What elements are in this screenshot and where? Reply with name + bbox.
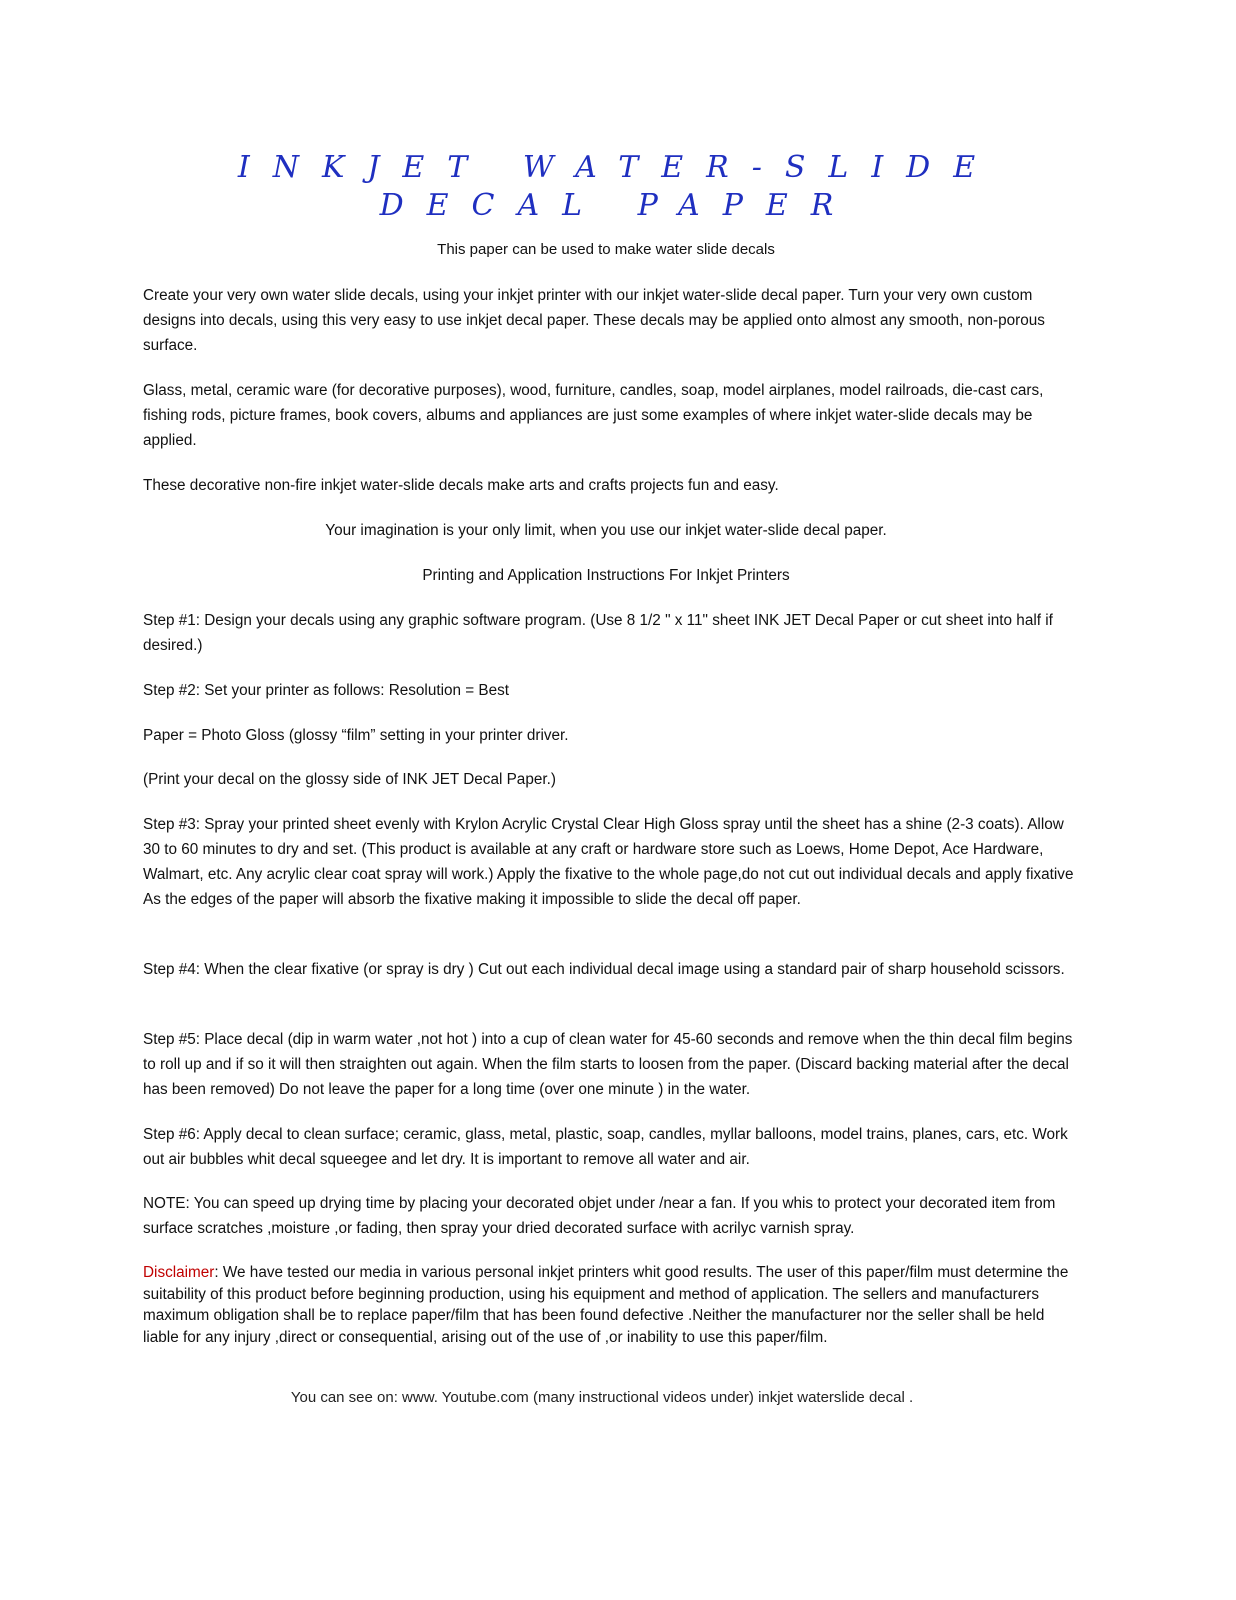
title-line-2: DECAL PAPER	[379, 188, 857, 223]
step-1: Step #1: Design your decals using any graphic software program. (Use 8 1/2 " x 11" sheet INK JET Decal Paper or cut sheet into half if desired.)	[143, 612, 1053, 654]
intro-paragraph: Create your very own water slide decals, using your inkjet printer with our inkjet water-slide decal paper. Turn your very own custom designs into decals, using this very easy to use inkjet decal paper. These decals may be applied onto almost any smooth, non-porous surface.	[143, 287, 1045, 354]
step-2: Step #2: Set your printer as follows: Resolution = Best	[143, 682, 510, 699]
instructions-heading: Printing and Application Instructions For Inkjet Printers	[422, 567, 790, 584]
tagline: Your imagination is your only limit, when you use our inkjet water-slide decal paper.	[325, 522, 887, 539]
subtitle: This paper can be used to make water slide decals	[437, 241, 775, 258]
footer-reference: You can see on: www. Youtube.com (many instructional videos under) inkjet waterslide decal .	[290, 1389, 914, 1406]
disclaimer-label: Disclaimer	[143, 1264, 215, 1281]
step-6: Step #6: Apply decal to clean surface; ceramic, glass, metal, plastic, soap, candles, myllar balloons, model trains, planes, cars, etc. Work out air bubbles whit decal squeegee and let dry. It is important to remove all water and air.	[143, 1126, 1068, 1168]
title-line-1: INKJET WATER-SLIDE	[237, 150, 999, 185]
step-5: Step #5: Place decal (dip in warm water ,not hot ) into a cup of clean water for 45-60 seconds and remove when the thin decal film begins to roll up and if so it will then straighten out again. When the film starts to loosen from the paper. (Discard backing material after the decal has been removed) Do not leave the paper for a long time (over one minute ) in the water.	[143, 1031, 1073, 1098]
note-paragraph: NOTE: You can speed up drying time by placing your decorated objet under /near a fan. If you whis to protect your decorated item from surface scratches ,moisture ,or fading, then spray your dried decorated surface with acrilyc varnish spray.	[143, 1195, 1056, 1237]
decorative-paragraph: These decorative non-fire inkjet water-slide decals make arts and crafts projects fun and easy.	[143, 477, 779, 494]
step-2-paper-setting: Paper = Photo Gloss (glossy “film” setting in your printer driver.	[143, 727, 569, 744]
step-4: Step #4: When the clear fixative (or spray is dry ) Cut out each individual decal image using a standard pair of sharp household scissors.	[143, 961, 1065, 978]
surfaces-paragraph: Glass, metal, ceramic ware (for decorative purposes), wood, furniture, candles, soap, model airplanes, model railroads, die-cast cars, fishing rods, picture frames, book covers, albums and appliances are just some examples of where inkjet water-slide decals may be applied.	[143, 382, 1044, 449]
disclaimer-paragraph	[143, 1262, 1078, 1348]
disclaimer-text: : We have tested our media in various personal inkjet printers whit good results. The user of this paper/film must determine the suitability of this product before beginning production, using his equipment and method of application. The sellers and manufacturers maximum obligation shall be to replace paper/film that has been found defective .Neither the manufacturer nor the seller shall be held liable for any injury ,direct or consequential, arising out of the use of ,or inability to use this paper/film.	[143, 1264, 1069, 1346]
step-2-print-note: (Print your decal on the glossy side of INK JET Decal Paper.)	[143, 771, 556, 788]
step-3: Step #3: Spray your printed sheet evenly with Krylon Acrylic Crystal Clear High Gloss spray until the sheet has a shine (2-3 coats). Allow 30 to 60 minutes to dry and set. (This product is available at any craft or hardware store such as Loews, Home Depot, Ace Hardware, Walmart, etc. Any acrylic clear coat spray will work.) Apply the fixative to the whole page,do not cut out individual decals and apply fixative As the edges of the paper will absorb the fixative making it impossible to slide the decal off paper.	[143, 816, 1074, 908]
